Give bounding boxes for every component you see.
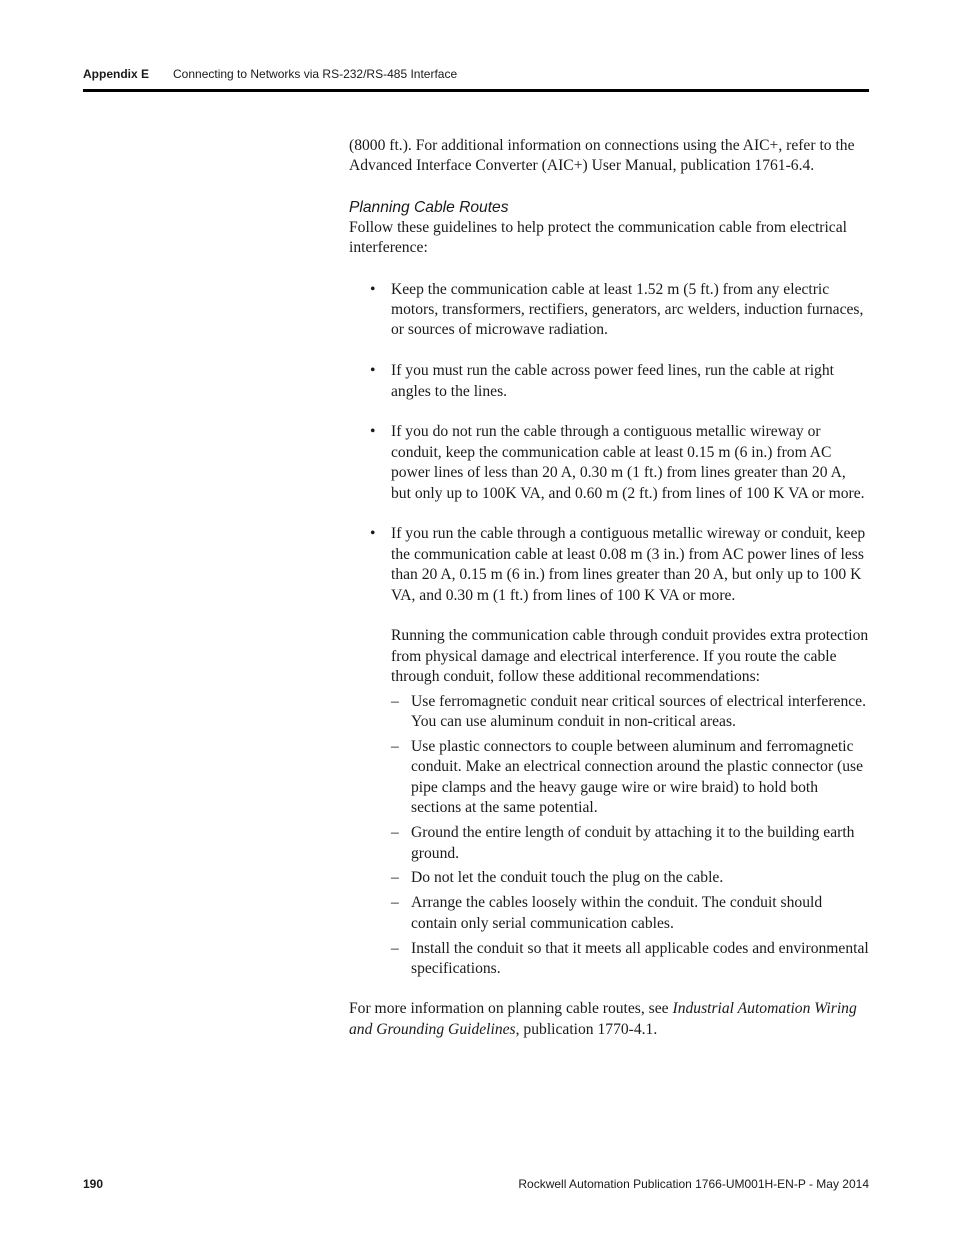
dash-mark: – xyxy=(391,894,399,912)
bullet-mark: • xyxy=(370,423,376,441)
list-item xyxy=(370,422,869,504)
dash-mark: – xyxy=(391,869,399,887)
dash-mark: – xyxy=(391,939,399,957)
dash-item xyxy=(391,737,869,819)
dash-item xyxy=(391,823,869,864)
bullet-mark: • xyxy=(370,362,376,380)
list-item xyxy=(370,361,869,402)
list-item-text: If you run the cable through a contiguous metallic wireway or conduit, keep the communication cable at least 0.08 m (3 in.) from AC power lines of less than 20 A, 0.15 m (6 in.) from lines greater than 20 A, but only up to 100 K VA, and 0.30 m (1 ft.) from lines of 100 K VA or more. xyxy=(391,525,866,604)
page-number: 190 xyxy=(83,1177,104,1191)
main-content xyxy=(349,136,869,1040)
dash-item-text: Use plastic connectors to couple between aluminum and ferromagnetic conduit. Make an electrical connection around the plastic connector (use pipe clamps and the heavy gauge wire or wire braid) to hold both sections at the same potential. xyxy=(411,738,864,817)
list-item-text: Keep the communication cable at least 1.52 m (5 ft.) from any electric motors, transformers, rectifiers, generators, arc welders, induction furnaces, or sources of microwave radiation. xyxy=(391,280,864,339)
dash-item-text: Install the conduit so that it meets all applicable codes and environmental specifications. xyxy=(411,939,869,978)
closing-paragraph xyxy=(349,999,869,1040)
reference-title: Industrial Automation Wiring and Grounding Guidelines xyxy=(349,1000,857,1038)
bullet-mark: • xyxy=(370,280,376,298)
appendix-label: Appendix E xyxy=(83,67,150,81)
dash-item xyxy=(391,939,869,980)
header-rule xyxy=(83,89,869,92)
conduit-paragraph: Running the communication cable through conduit provides extra protection from physical damage and electrical interference. If you route the cable through conduit, follow these additional recommendations: xyxy=(391,627,869,686)
conduit-recommendations xyxy=(391,692,869,980)
list-item xyxy=(370,524,869,979)
publication-info: Rockwell Automation Publication 1766-UM001H-EN-P - May 2014 xyxy=(518,1177,869,1191)
section-subheading: Planning Cable Routes xyxy=(349,198,509,216)
dash-item-text: Arrange the cables loosely within the conduit. The conduit should contain only serial communication cables. xyxy=(411,894,823,932)
dash-mark: – xyxy=(391,738,399,755)
list-item-text: If you do not run the cable through a contiguous metallic wireway or conduit, keep the communication cable at least 0.15 m (6 in.) from AC power lines of less than 20 A, 0.30 m (1 ft.) from lines greater than 20 A, but only up to 100K VA, and 0.60 m (2 ft.) from lines of 100 K VA or more. xyxy=(391,423,865,502)
closing-suffix: , publication 1770-4.1. xyxy=(515,1020,658,1038)
dash-mark: – xyxy=(391,692,399,710)
running-header xyxy=(83,66,869,82)
dash-item xyxy=(391,893,869,934)
dash-item-text: Ground the entire length of conduit by attaching it to the building earth ground. xyxy=(411,824,855,862)
list-item xyxy=(370,280,869,341)
guidelines-intro: Follow these guidelines to help protect the communication cable from electrical interference: xyxy=(349,218,847,257)
dash-item xyxy=(391,692,869,733)
intro-paragraph: (8000 ft.). For additional information on connections using the AIC+, refer to the Advanced Interface Converter (AIC+) User Manual, publication 1761-6.4. xyxy=(349,137,855,175)
dash-mark: – xyxy=(391,824,399,842)
chapter-title: Connecting to Networks via RS-232/RS-485 Interface xyxy=(173,67,458,81)
list-item-text: If you must run the cable across power feed lines, run the cable at right angles to the lines. xyxy=(391,362,834,400)
guideline-list xyxy=(349,280,869,980)
closing-prefix: For more information on planning cable routes, see xyxy=(349,1000,673,1018)
dash-item xyxy=(391,868,869,888)
dash-item-text: Use ferromagnetic conduit near critical sources of electrical interference. You can use aluminum conduit in non-critical areas. xyxy=(411,692,867,731)
bullet-mark: • xyxy=(370,525,376,543)
dash-item-text: Do not let the conduit touch the plug on the cable. xyxy=(411,869,724,887)
